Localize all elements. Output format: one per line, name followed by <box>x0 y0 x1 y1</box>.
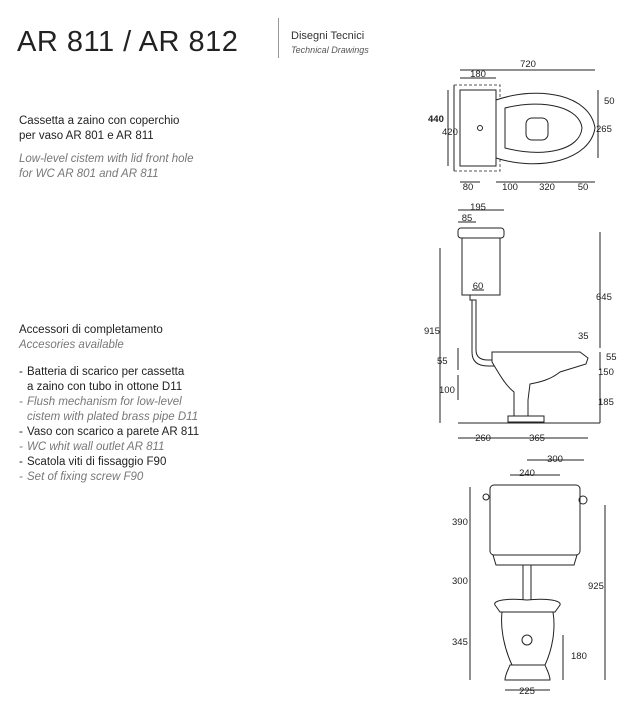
dim-label: 260 <box>475 433 491 444</box>
dim-label: 55 <box>606 352 617 363</box>
dim-label: 195 <box>470 202 486 213</box>
dim-label: 440 <box>428 114 444 125</box>
dim-label: 185 <box>598 397 614 408</box>
dim-label: 85 <box>461 213 473 224</box>
dim-label: 50 <box>604 96 615 107</box>
accessory-line: - Scatola viti di fissaggio F90 <box>27 456 167 468</box>
product-title: AR 811 / AR 812 <box>17 26 239 58</box>
dim-label: 300 <box>452 576 468 587</box>
accessory-line: - Set of fixing screw F90 <box>27 471 144 483</box>
accessories-title-en: Accesories available <box>19 339 124 351</box>
accessory-line: - Flush mechanism for low-level <box>27 396 182 408</box>
dim-label: 180 <box>571 651 587 662</box>
dim-label: 60 <box>472 281 484 292</box>
dim-label: 720 <box>520 59 536 70</box>
dim-label: 225 <box>519 686 535 697</box>
dim-label: 420 <box>442 127 458 138</box>
section-title-en: Technical Drawings <box>291 45 369 55</box>
dim-label: 915 <box>424 326 440 337</box>
dim-label: 365 <box>529 433 545 444</box>
dim-label: 240 <box>519 468 535 479</box>
dim-label: 35 <box>578 331 589 342</box>
accessory-line: cistem with plated brass pipe D11 <box>27 411 199 423</box>
dim-label: 100 <box>502 182 518 193</box>
dim-label: 100 <box>439 385 455 396</box>
accessory-line: - WC whit wall outlet AR 811 <box>27 441 165 453</box>
accessories-title-it: Accessori di completamento <box>19 324 163 336</box>
accessory-line: a zaino con tubo in ottone D11 <box>27 381 183 393</box>
accessory-line: - Batteria di scarico per cassetta <box>27 366 185 378</box>
section-title-it: Disegni Tecnici <box>291 30 365 42</box>
dim-label: 300 <box>547 454 563 465</box>
description-en-line-2: for WC AR 801 and AR 811 <box>19 168 159 180</box>
dim-label: 265 <box>596 124 612 135</box>
description-it-line-1: Cassetta a zaino con coperchio <box>19 115 180 127</box>
top-view-drawing <box>448 70 598 182</box>
dim-label: 80 <box>462 182 474 193</box>
side-view-drawing <box>440 210 600 438</box>
dim-label: 925 <box>588 581 604 592</box>
dim-label: 390 <box>452 517 468 528</box>
dim-label: 345 <box>452 637 468 648</box>
description-it-line-2: per vaso AR 801 e AR 811 <box>19 130 154 142</box>
dim-label: 645 <box>596 292 612 303</box>
dim-label: 50 <box>577 182 589 193</box>
dim-label: 150 <box>598 367 614 378</box>
dim-label: 180 <box>470 69 486 80</box>
accessory-line: - Vaso con scarico a parete AR 811 <box>27 426 200 438</box>
description-en-line-1: Low-level cistem with lid front hole <box>19 153 194 165</box>
dim-label: 55 <box>437 356 448 367</box>
dim-label: 320 <box>539 182 555 193</box>
